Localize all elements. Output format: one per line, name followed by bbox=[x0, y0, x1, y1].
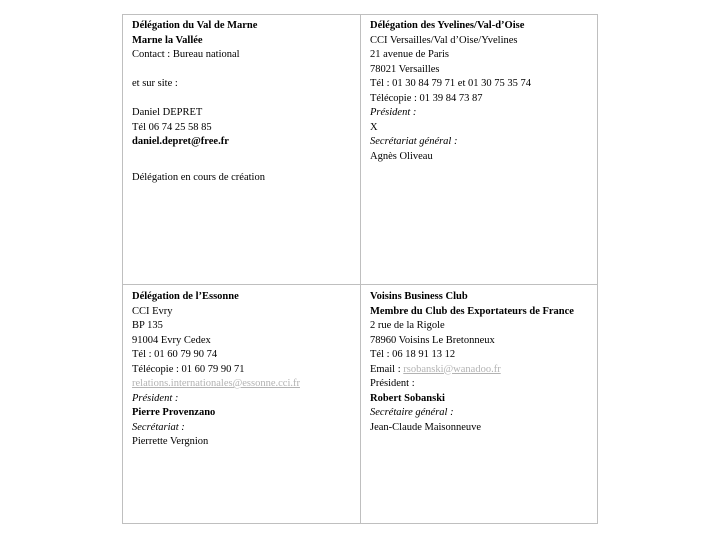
cell-val-de-marne bbox=[132, 19, 356, 186]
email-label: Email : bbox=[370, 363, 404, 375]
status-line: Délégation en cours de création bbox=[132, 172, 265, 183]
table-row-divider bbox=[122, 284, 598, 285]
contact-line: Contact : Bureau national bbox=[132, 49, 240, 60]
email-link[interactable]: rsobanski@wanadoo.fr bbox=[403, 363, 501, 375]
address-line: 91004 Evry Cedex bbox=[132, 334, 211, 346]
president-name: X bbox=[370, 121, 378, 133]
address-line: 21 avenue de Paris bbox=[370, 49, 450, 60]
phone-line: Tél : 06 18 91 13 12 bbox=[370, 349, 456, 360]
person-name: Daniel DEPRET bbox=[132, 107, 203, 118]
president-name: Robert Sobanski bbox=[370, 392, 445, 404]
phone-line: Tél 06 74 25 58 85 bbox=[132, 121, 212, 133]
email-link[interactable]: relations.internationales@essonne.cci.fr bbox=[132, 378, 300, 389]
secretary-label: Secrétariat général : bbox=[370, 136, 458, 147]
email-line: daniel.depret@free.fr bbox=[132, 136, 229, 147]
secretary-label: Secrétariat : bbox=[132, 421, 185, 433]
cell-subtitle: Marne la Vallée bbox=[132, 34, 203, 46]
site-line: et sur site : bbox=[132, 78, 178, 89]
cell-voisins-business-club bbox=[370, 290, 594, 435]
president-label: Président : bbox=[132, 392, 179, 404]
secretary-name: Jean-Claude Maisonneuve bbox=[370, 421, 482, 433]
address-line: 78021 Versailles bbox=[370, 63, 440, 75]
secretary-label: Secrétaire général : bbox=[370, 407, 454, 418]
cell-title: Délégation des Yvelines/Val-d’Oise bbox=[370, 20, 525, 31]
address-line: 2 rue de la Rigole bbox=[370, 320, 445, 331]
cell-title: Délégation du Val de Marne bbox=[132, 20, 258, 31]
cell-yvelines-val-doise bbox=[370, 19, 594, 164]
phone-line: Tél : 01 60 79 90 74 bbox=[132, 349, 218, 360]
cell-title: Voisins Business Club bbox=[370, 291, 468, 302]
fax-line: Télécopie : 01 60 79 90 71 bbox=[132, 363, 245, 375]
address-line: 78960 Voisins Le Bretonneux bbox=[370, 334, 495, 346]
address-line: CCI Evry bbox=[132, 305, 173, 317]
cell-subtitle: Membre du Club des Exportateurs de France bbox=[370, 305, 574, 317]
table-column-divider bbox=[360, 14, 361, 524]
cell-essonne bbox=[132, 290, 356, 450]
secretary-name: Pierrette Vergnion bbox=[132, 436, 209, 447]
address-line: CCI Versailles/Val d’Oise/Yvelines bbox=[370, 34, 518, 46]
cell-title: Délégation de l’Essonne bbox=[132, 291, 239, 302]
address-line: BP 135 bbox=[132, 320, 163, 331]
president-label: Président : bbox=[370, 378, 415, 389]
email-line bbox=[370, 363, 594, 378]
secretary-name: Agnès Oliveau bbox=[370, 150, 433, 162]
president-label: Président : bbox=[370, 107, 417, 118]
fax-line: Télécopie : 01 39 84 73 87 bbox=[370, 92, 483, 104]
phone-line: Tél : 01 30 84 79 71 et 01 30 75 35 74 bbox=[370, 78, 531, 89]
president-name: Pierre Provenzano bbox=[132, 407, 216, 418]
